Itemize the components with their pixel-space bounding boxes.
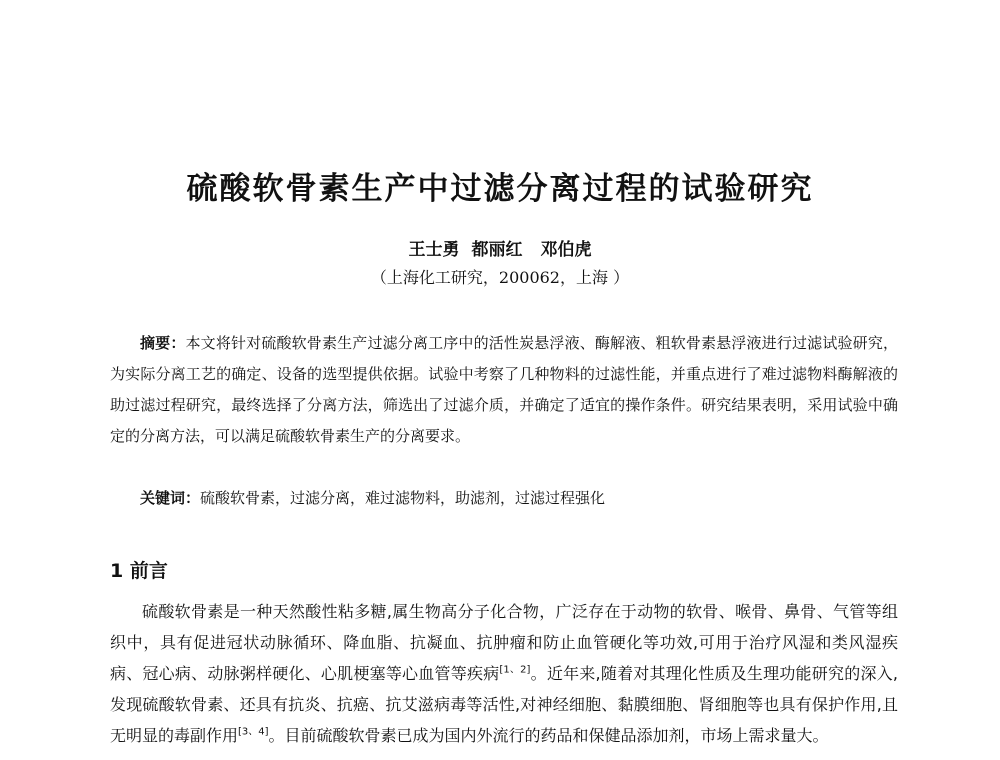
keywords [110,483,898,514]
body-text-part: 。近年来,随着对其理化性质及生理功能研究的深入,发现硫酸软骨素、还具有抗炎、抗癌、抗艾滋病毒等活性,对神经细胞、黏膜细胞、肾细胞等也具有保护作用,且无明显的毒副作用 [110,664,898,745]
abstract [110,328,898,452]
body-text-part: 硫酸软骨素是一种天然酸性粘多糖,属生物高分子化合物，广泛存在于动物的软骨、喉骨、鼻骨、气管等组织中，具有促进冠状动脉循环、降血脂、抗凝血、抗肿瘤和防止血管硬化等功效,可用于治疗风湿和类风湿疾病、冠心病、动脉粥样硬化、心肌梗塞等心血管等疾病 [110,602,898,683]
citation-ref: [3、4] [238,726,269,738]
paper-title: 硫酸软骨素生产中过滤分离过程的试验研究 [186,171,814,207]
keywords-text: 硫酸软骨素，过滤分离，难过滤物料，助滤剂，过滤过程强化 [200,489,606,507]
body-paragraph [110,596,898,751]
author-name: 都丽红 [471,240,523,260]
keywords-label: 关键词： [140,489,201,507]
abstract-label: 摘要： [140,334,186,352]
author-name: 王士勇 [408,240,460,260]
section-heading: 1 前言 [110,560,168,582]
author-list [0,235,1000,260]
author-name: 邓伯虎 [540,240,592,260]
abstract-text: 本文将针对硫酸软骨素生产过滤分离工序中的活性炭悬浮液、酶解液、粗软骨素悬浮液进行过滤试验研究，为实际分离工艺的确定、设备的选型提供依据。试验中考察了几种物料的过滤性能，并重点进行了难过滤物料酶解液的助过滤过程研究，最终选择了分离方法，筛选出了过滤介质，并确定了适宜的操作条件。研究结果表明，采用试验中确定的分离方法，可以满足硫酸软骨素生产的分离要求。 [110,334,898,445]
citation-ref: [1、2] [499,664,531,676]
body-text-part: 。目前硫酸软骨素已成为国内外流行的药品和保健品添加剂，市场上需求量大。 [268,726,829,745]
affiliation: （上海化工研究，200062，上海 ） [370,268,630,287]
